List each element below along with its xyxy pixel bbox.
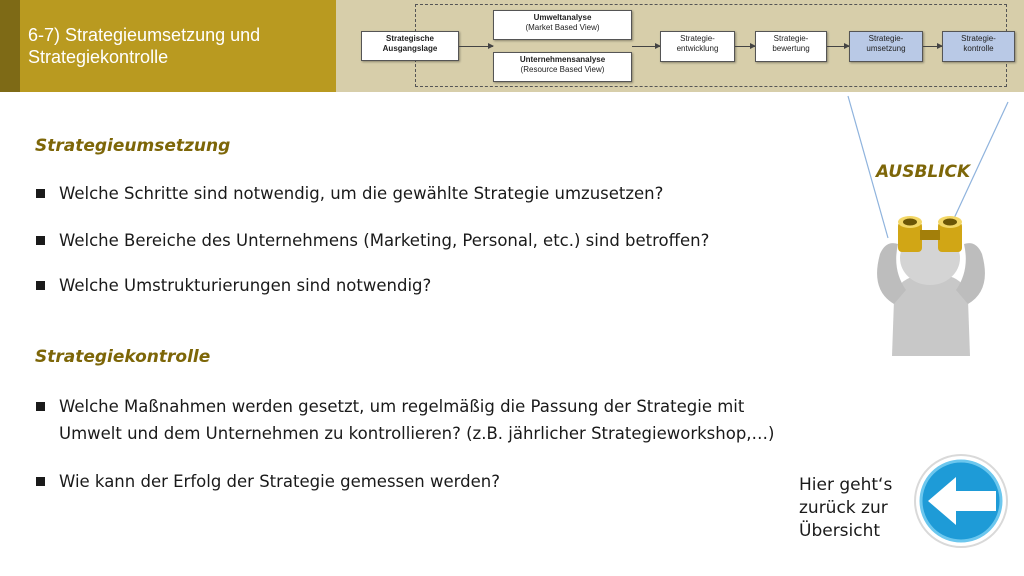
analysis-unternehmen-title: Unternehmensanalyse	[519, 55, 606, 64]
back-label-line2: zurück zur	[799, 498, 888, 518]
analysis-unternehmen-box	[493, 52, 632, 82]
bullet-umsetzung-3: Welche Umstrukturierungen sind notwendig?	[59, 276, 432, 295]
arrow-bewertung-to-umsetzung	[827, 46, 849, 47]
analysis-umwelt-subtitle: (Market Based View)	[525, 23, 600, 32]
heading-strategieumsetzung: Strategieumsetzung	[35, 136, 231, 156]
step-umsetzung-line2: umsetzung	[866, 44, 906, 53]
step-umsetzung-box	[849, 31, 923, 62]
back-label-line1: Hier geht‘s	[799, 475, 893, 495]
bullet-marker	[36, 281, 45, 290]
analysis-umwelt-box	[493, 10, 632, 40]
heading-strategiekontrolle: Strategiekontrolle	[35, 347, 211, 367]
process-start-line2: Ausgangslage	[382, 44, 438, 53]
binoculars-figure-icon	[840, 94, 1020, 360]
ausblick-label: AUSBLICK	[876, 162, 971, 182]
step-entwicklung-box	[660, 31, 735, 62]
back-label-line3: Übersicht	[799, 521, 881, 541]
step-kontrolle-box	[942, 31, 1015, 62]
process-start-line1: Strategische	[385, 34, 435, 43]
arrow-analysis-to-entwicklung	[632, 46, 660, 47]
bullet-marker	[36, 477, 45, 486]
bullet-marker	[36, 236, 45, 245]
step-kontrolle-line1: Strategie-	[961, 34, 996, 43]
arrow-entwicklung-to-bewertung	[735, 46, 755, 47]
step-entwicklung-line2: entwicklung	[676, 44, 719, 53]
step-umsetzung-line1: Strategie-	[868, 34, 904, 43]
slide-title: 6-7) Strategieumsetzung und Strategiekontrolle	[28, 25, 261, 67]
arrow-umsetzung-to-kontrolle	[923, 46, 942, 47]
analysis-unternehmen-subtitle: (Resource Based View)	[520, 65, 605, 74]
back-to-overview-link[interactable]	[799, 474, 892, 543]
step-entwicklung-line1: Strategie-	[680, 34, 715, 43]
back-button[interactable]	[912, 452, 1010, 550]
step-bewertung-line2: bewertung	[772, 44, 810, 53]
process-start-box	[361, 31, 459, 61]
bullet-marker	[36, 402, 45, 411]
title-accent-stripe	[0, 0, 20, 92]
arrow-start-to-analysis	[459, 46, 493, 47]
bullet-marker	[36, 189, 45, 198]
bullet-kontrolle-2: Wie kann der Erfolg der Strategie gemessen werden?	[59, 472, 500, 491]
bullet-kontrolle-1: Welche Maßnahmen werden gesetzt, um regelmäßig die Passung der Strategie mit	[59, 397, 745, 416]
step-bewertung-box	[755, 31, 827, 62]
step-bewertung-line1: Strategie-	[773, 34, 809, 43]
bullet-umsetzung-1: Welche Schritte sind notwendig, um die gewählte Strategie umzusetzen?	[59, 184, 664, 203]
bullet-umsetzung-2: Welche Bereiche des Unternehmens (Marketing, Personal, etc.) sind betroffen?	[59, 231, 710, 250]
step-kontrolle-line2: kontrolle	[963, 44, 994, 53]
bullet-kontrolle-1-continued: Umwelt und dem Unternehmen zu kontrollieren? (z.B. jährlicher Strategieworkshop,…)	[59, 424, 775, 443]
analysis-umwelt-title: Umweltanalyse	[533, 13, 592, 22]
